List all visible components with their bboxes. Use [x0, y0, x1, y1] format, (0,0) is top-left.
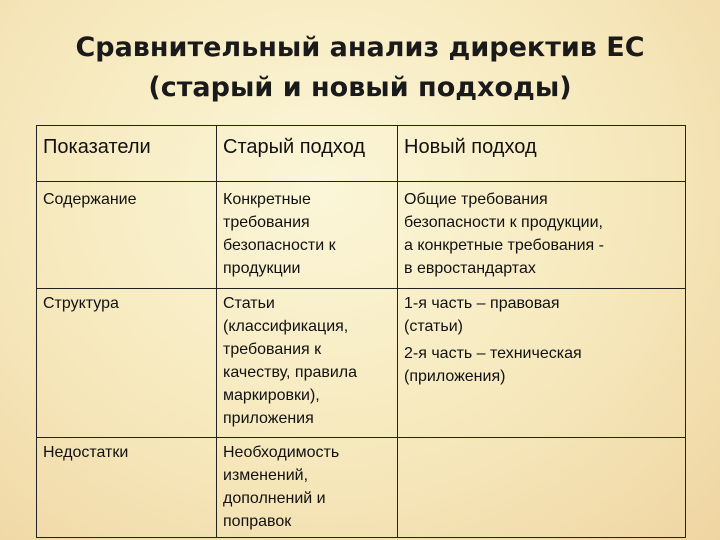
cell-indicator-drawbacks: Недостатки: [37, 438, 217, 538]
cell-indicator-structure: Структура: [37, 289, 217, 438]
table-row: [37, 182, 686, 289]
new-structure-part-1: 1-я часть – правовая (статьи): [404, 295, 560, 335]
title-line-2: (старый и новый подходы): [148, 72, 572, 103]
header-old-approach: Старый подход: [217, 126, 398, 182]
table-row: [37, 438, 686, 538]
cell-new-drawbacks: [398, 438, 686, 538]
cell-old-drawbacks: Необходимость изменений, дополнений и поправок: [217, 438, 398, 538]
title-line-1: Сравнительный анализ директив ЕС: [75, 32, 645, 63]
cell-new-content: Общие требования безопасности к продукции, а конкретные требования - в евростандартах: [398, 182, 686, 289]
new-structure-part-2: 2-я часть – техническая (приложения): [404, 345, 582, 385]
header-new-approach: Новый подход: [398, 126, 686, 182]
slide-title: [0, 28, 720, 108]
table-header-row: [37, 126, 686, 182]
cell-new-structure: [398, 289, 686, 438]
cell-indicator-content: Содержание: [37, 182, 217, 289]
comparison-table: [36, 125, 686, 538]
cell-old-content: Конкретные требования безопасности к продукции: [217, 182, 398, 289]
cell-old-structure: Статьи (классификация, требования к качеству, правила маркировки), приложения: [217, 289, 398, 438]
header-indicators: Показатели: [37, 126, 217, 182]
table-row: [37, 289, 686, 438]
